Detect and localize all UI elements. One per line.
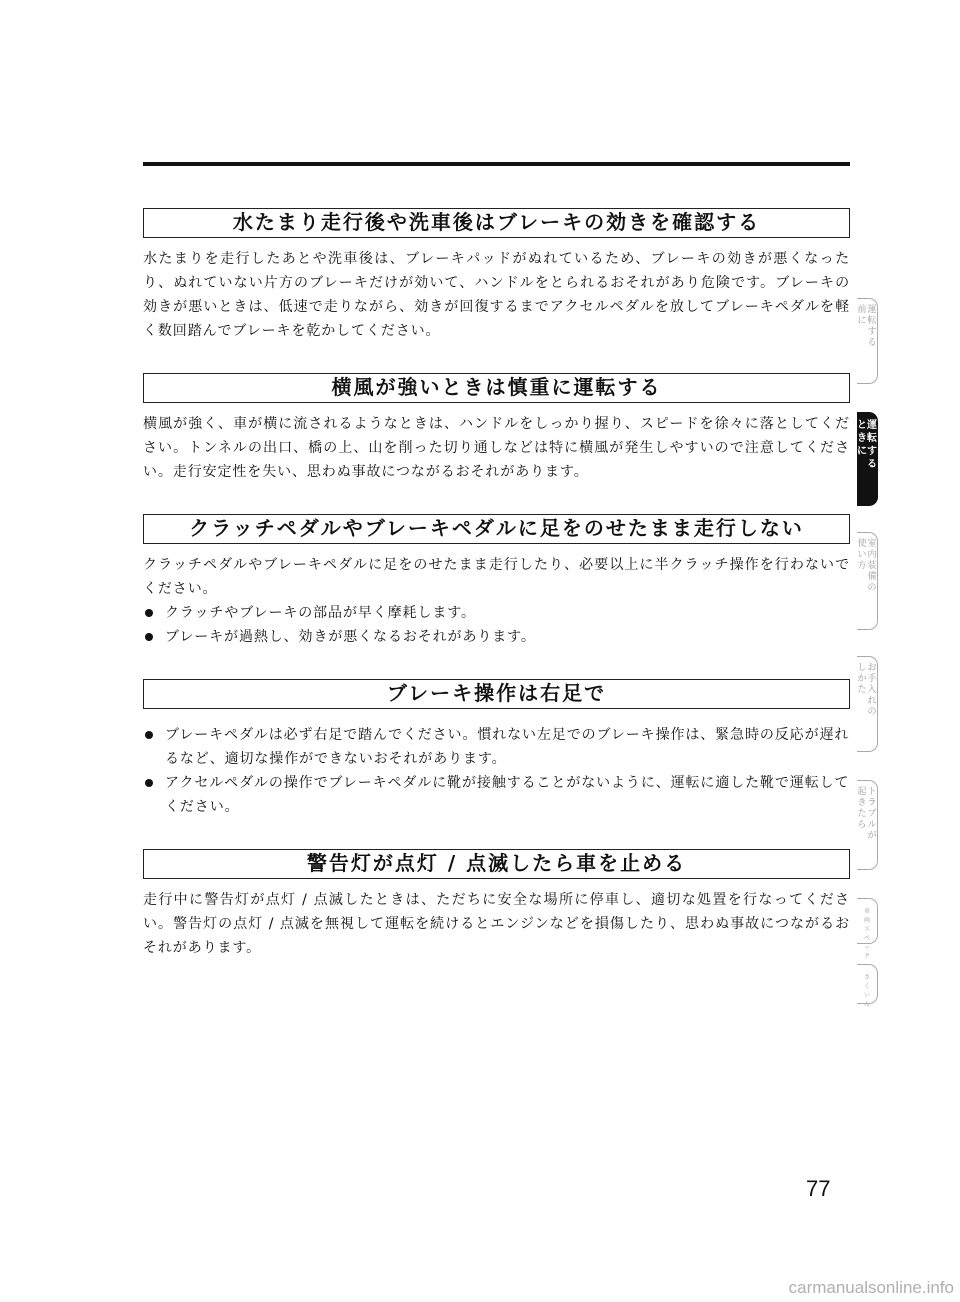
page-content <box>143 208 850 960</box>
tab-label-col2: お 手 入 れ の <box>867 663 877 717</box>
section-title-pedal-foot: クラッチペダルやブレーキペダルに足をのせたまま走行しない <box>143 514 850 544</box>
list-item: ブレーキが過熱し、効きが悪くなるおそれがあります。 <box>143 625 850 649</box>
tab-label-col2: 室 内 装 備 の <box>867 539 877 593</box>
header-rule <box>143 162 850 166</box>
page-number: 77 <box>806 1176 831 1201</box>
side-tab-interior-equipment[interactable] <box>857 532 878 630</box>
tab-label-col2: ト ラ ブ ル が <box>867 787 877 841</box>
watermark: carmanualsonline.info <box>788 1278 954 1297</box>
pedal-foot-bullet-list <box>143 601 850 649</box>
side-tab-index[interactable] <box>857 964 878 1008</box>
tab-label-col2: 運 転 す る <box>867 305 877 348</box>
list-item: アクセルペダルの操作でブレーキペダルに靴が接触することがないように、運転に適した靴で運転してください。 <box>143 771 850 819</box>
section-body-crosswind: 横風が強く、車が横に流されるようなときは、ハンドルをしっかり握り、スピードを徐々に落としてください。トンネルの出口、橋の上、山を削った切り通しなどは特に横風が発生しやすいので注意してください。走行安定性を失い、思わぬ事故につながるおそれがあります。 <box>143 416 850 480</box>
side-tab-before-driving[interactable] <box>857 298 878 384</box>
tab-label-col1: と き に <box>857 420 867 457</box>
tab-label: 車 両 ス ペ ッ ク <box>863 908 870 960</box>
list-item: クラッチやブレーキの部品が早く摩耗します。 <box>143 601 850 625</box>
tab-label-col1: 前 に <box>857 305 867 326</box>
tab-label-col1: 起 き た ら <box>857 787 867 830</box>
right-foot-bullet-list <box>143 723 850 819</box>
section-title-crosswind: 横風が強いときは慎重に運転する <box>143 373 850 403</box>
section-title-puddle-brake: 水たまり走行後や洗車後はブレーキの効きを確認する <box>143 208 850 238</box>
tab-label: さ く い ん <box>863 974 870 1008</box>
section-title-right-foot: ブレーキ操作は右足で <box>143 679 850 709</box>
side-tab-maintenance[interactable] <box>857 656 878 752</box>
section-body-warning-light: 走行中に警告灯が点灯 / 点滅したときは、ただちに安全な場所に停車し、適切な処置を行なってください。警告灯の点灯 / 点滅を無視して運転を続けるとエンジンなどを損傷したり、思わぬ事故につながるおそれがあります。 <box>143 892 850 956</box>
tab-label-col2: 運 転 す る <box>867 420 877 470</box>
side-tab-vehicle-spec[interactable] <box>857 898 878 960</box>
side-tab-while-driving[interactable] <box>857 412 878 506</box>
list-item: ブレーキペダルは必ず右足で踏んでください。慣れない左足でのブレーキ操作は、緊急時の反応が遅れるなど、適切な操作ができないおそれがあります。 <box>143 723 850 771</box>
tab-label-col1: し か た <box>857 663 867 695</box>
section-body-puddle-brake: 水たまりを走行したあとや洗車後は、ブレーキパッドがぬれているため、ブレーキの効きが悪くなったり、ぬれていない片方のブレーキだけが効いて、ハンドルをとられるおそれがあり危険です。ブレーキの効きが悪いときは、低速で走りながら、効きが回復するまでアクセルペダルを放してブレーキペダルを軽く数回踏んでブレーキを乾かしてください。 <box>143 251 850 339</box>
side-tab-trouble[interactable] <box>857 780 878 870</box>
tab-label-col1: 使 い 方 <box>857 539 867 571</box>
section-body-pedal-foot: クラッチペダルやブレーキペダルに足をのせたまま走行したり、必要以上に半クラッチ操作を行わないでください。 <box>143 557 850 597</box>
section-title-warning-light: 警告灯が点灯 / 点滅したら車を止める <box>143 849 850 879</box>
